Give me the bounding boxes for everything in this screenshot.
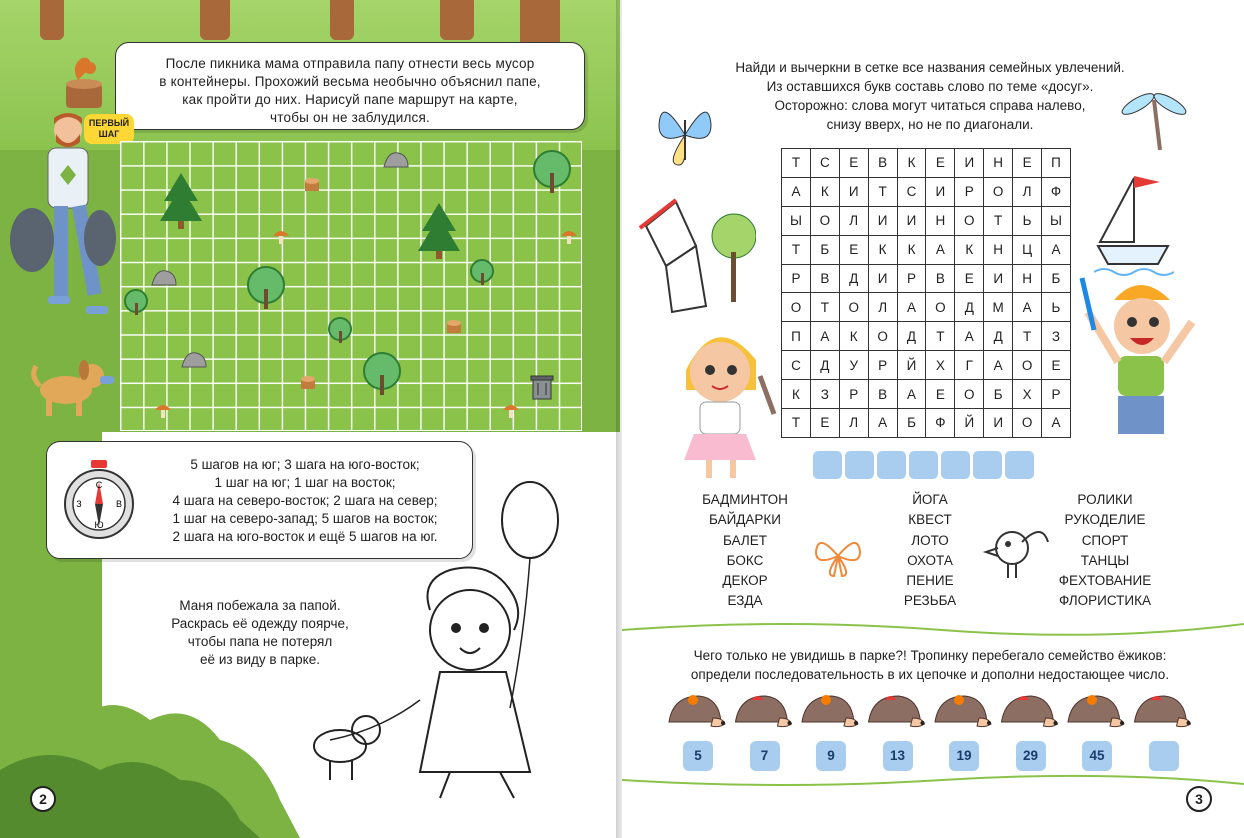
grid-cell[interactable]: О — [955, 380, 984, 409]
manya-task-line: Маня побежала за папой. — [179, 598, 341, 613]
grid-row — [782, 322, 1071, 351]
wave-divider — [622, 770, 1244, 790]
instruction-line: снизу вверх, но не по диагонали. — [826, 117, 1034, 132]
word-list-item: ФЕХТОВАНИЕ — [1058, 573, 1152, 589]
route-step-line: 4 шага на северо-восток; 2 шага на север; — [172, 493, 438, 508]
grid-row — [782, 235, 1071, 264]
grid-cell[interactable]: Т — [782, 149, 811, 178]
tree-trunk — [40, 0, 64, 40]
grid-cell[interactable]: Н — [984, 149, 1013, 178]
compass-south: Ю — [94, 520, 104, 530]
hedgehog-icon — [736, 696, 792, 727]
grid-cell[interactable]: О — [984, 177, 1013, 206]
wave-divider — [622, 616, 1244, 636]
grid-cell[interactable]: А — [1013, 293, 1042, 322]
squirrel-illustration — [60, 50, 110, 110]
answer-cell[interactable] — [845, 451, 874, 479]
grid-cell[interactable]: К — [839, 322, 868, 351]
grid-cell[interactable]: Д — [810, 351, 839, 380]
compass-north: С — [95, 480, 103, 490]
grid-cell[interactable]: О — [782, 293, 811, 322]
word-list-column-3 — [1040, 490, 1170, 612]
grid-row — [782, 380, 1071, 409]
grid-cell[interactable]: З — [810, 380, 839, 409]
grid-cell[interactable]: Т — [1013, 322, 1042, 351]
grid-cell[interactable]: Ы — [782, 206, 811, 235]
picnic-task-line: чтобы он не заблудился. — [270, 110, 430, 125]
answer-word-cells[interactable] — [813, 451, 1034, 479]
grid-cell[interactable]: И — [984, 264, 1013, 293]
girl-coloring-illustration[interactable] — [300, 460, 560, 800]
grid-cell[interactable]: Е — [1042, 351, 1071, 380]
grid-cell[interactable]: А — [1042, 235, 1071, 264]
answer-cell[interactable] — [813, 451, 842, 479]
word-list-item: РЕЗЬБА — [903, 593, 957, 609]
word-list-item: БОКС — [726, 552, 764, 568]
grid-cell[interactable]: О — [1013, 409, 1042, 438]
word-list-item: ТАНЦЫ — [1080, 552, 1130, 568]
hedgehog-icon — [869, 696, 925, 727]
grid-cell[interactable]: Б — [810, 235, 839, 264]
word-list-item: БАДМИНТОН — [702, 492, 788, 507]
word-list-item: СПОРТ — [1081, 532, 1129, 548]
grid-cell[interactable]: Б — [984, 380, 1013, 409]
manya-task-line: Раскрась её одежду поярче, — [171, 616, 349, 631]
grid-cell[interactable]: М — [984, 293, 1013, 322]
grid-cell[interactable]: Л — [868, 293, 897, 322]
picnic-task-line: в контейнеры. Прохожий весьма необычно объяснил папе, — [159, 74, 541, 89]
picnic-task-card — [115, 42, 585, 130]
grid-cell[interactable]: И — [926, 177, 955, 206]
grid-cell[interactable]: К — [810, 177, 839, 206]
grid-cell[interactable]: К — [868, 235, 897, 264]
grid-cell[interactable]: К — [897, 235, 926, 264]
mushroom-icon — [272, 227, 290, 245]
page-number: 3 — [1186, 786, 1212, 812]
grid-cell[interactable]: Л — [839, 409, 868, 438]
stump-icon — [444, 319, 464, 335]
sequence-number: 13 — [883, 741, 913, 771]
grid-cell[interactable]: И — [839, 177, 868, 206]
fir-tree-icon — [416, 201, 462, 259]
grid-cell[interactable]: П — [782, 322, 811, 351]
grid-cell[interactable]: С — [782, 351, 811, 380]
word-list-item: ПЕНИЕ — [906, 573, 954, 589]
grid-cell[interactable]: К — [955, 235, 984, 264]
first-step-line: ПЕРВЫЙ — [88, 118, 130, 128]
grid-cell[interactable]: Н — [984, 235, 1013, 264]
grid-cell[interactable]: А — [926, 235, 955, 264]
grid-row — [782, 149, 1071, 178]
butterfly-icon — [812, 536, 864, 578]
fir-tree-icon — [158, 171, 204, 229]
word-list-item: ЙОГА — [912, 492, 948, 507]
word-list-item: ЛОТО — [911, 532, 949, 548]
grid-cell[interactable]: Р — [1042, 380, 1071, 409]
grid-cell[interactable]: Х — [926, 351, 955, 380]
trash-bin-icon — [530, 373, 554, 401]
mushroom-icon — [154, 401, 172, 419]
route-map-grid[interactable] — [120, 141, 582, 431]
grid-cell[interactable]: А — [868, 409, 897, 438]
hedgehog-icon — [1002, 696, 1058, 727]
grid-cell[interactable]: О — [810, 206, 839, 235]
dad-illustration — [8, 110, 118, 340]
answer-cell[interactable] — [909, 451, 938, 479]
word-list-item: БАЛЕТ — [723, 532, 767, 548]
hedgehog-task-line: Чего только не увидишь в парке?! Тропинку перебегало семейство ёжиков: — [693, 648, 1167, 663]
first-step-line: ШАГ — [98, 129, 120, 139]
grid-cell[interactable]: О — [926, 293, 955, 322]
instruction-line: Из оставшихся букв составь слово по теме «досуг». — [766, 79, 1094, 94]
grid-cell[interactable]: Ф — [1042, 177, 1071, 206]
grid-cell[interactable]: И — [984, 409, 1013, 438]
grid-cell[interactable]: Р — [782, 264, 811, 293]
grid-cell[interactable]: В — [810, 264, 839, 293]
compass-west: З — [76, 499, 82, 509]
word-list-item: РОЛИКИ — [1077, 492, 1133, 507]
grid-cell[interactable]: Д — [984, 322, 1013, 351]
mushroom-icon — [502, 401, 520, 419]
grid-cell[interactable]: Е — [839, 235, 868, 264]
grid-cell[interactable]: Г — [955, 351, 984, 380]
grid-cell[interactable]: Б — [897, 409, 926, 438]
grid-cell[interactable]: Т — [810, 293, 839, 322]
grid-row — [782, 206, 1071, 235]
round-tree-icon — [360, 351, 404, 395]
grid-cell[interactable]: С — [897, 177, 926, 206]
bush-illustration — [0, 690, 300, 838]
stump-icon — [302, 177, 322, 193]
manya-task-line: её из виду в парке. — [200, 652, 320, 667]
manya-task-line: чтобы папа не потерял — [187, 634, 333, 649]
grid-cell[interactable]: Е — [839, 149, 868, 178]
grid-cell[interactable]: Д — [839, 264, 868, 293]
word-list-item: ФЛОРИСТИКА — [1058, 593, 1151, 609]
answer-cell[interactable] — [941, 451, 970, 479]
grid-cell[interactable]: П — [1042, 149, 1071, 178]
hedgehog-icon — [1135, 696, 1191, 727]
hedgehog-icon — [669, 695, 725, 727]
grid-cell[interactable]: Д — [955, 293, 984, 322]
word-list-item: ОХОТА — [907, 552, 953, 568]
grid-cell[interactable]: З — [1042, 322, 1071, 351]
answer-cell[interactable] — [877, 451, 906, 479]
grid-cell[interactable]: О — [839, 293, 868, 322]
tree-trunk — [440, 0, 474, 40]
compass-icon — [61, 460, 137, 540]
grid-cell[interactable]: К — [897, 149, 926, 178]
grid-cell[interactable]: О — [955, 206, 984, 235]
instruction-line: Осторожно: слова могут читаться справа налево, — [774, 98, 1086, 113]
grid-cell[interactable]: Е — [955, 264, 984, 293]
sequence-number: 19 — [949, 741, 979, 771]
compass-east: В — [115, 499, 123, 509]
grid-cell[interactable]: Л — [839, 206, 868, 235]
grid-cell[interactable]: Е — [926, 380, 955, 409]
grid-cell[interactable]: Ь — [1042, 293, 1071, 322]
grid-cell[interactable]: К — [782, 380, 811, 409]
grid-cell[interactable]: У — [839, 351, 868, 380]
grid-cell[interactable]: Б — [1042, 264, 1071, 293]
route-step-line: 1 шаг на северо-запад; 5 шагов на восток; — [172, 511, 438, 526]
wordsearch-grid[interactable] — [781, 148, 1071, 438]
route-step-line: 1 шаг на юг; 1 шаг на восток; — [214, 475, 396, 490]
grid-cell[interactable]: В — [926, 264, 955, 293]
word-list-item: ДЕКОР — [722, 573, 768, 589]
hedgehog-task-line: определи последовательность в их цепочке и дополни недостающее число. — [690, 667, 1170, 682]
small-tree-icon — [122, 289, 150, 317]
word-list-item: РУКОДЕЛИЕ — [1064, 512, 1146, 528]
grid-cell[interactable]: Т — [782, 235, 811, 264]
grid-cell[interactable]: Р — [868, 351, 897, 380]
grid-cell[interactable]: Р — [897, 264, 926, 293]
grid-cell[interactable]: И — [955, 149, 984, 178]
stump-icon — [298, 375, 318, 391]
word-list-item: ЕЗДА — [727, 593, 763, 609]
word-list-column-2 — [880, 490, 980, 612]
grid-cell[interactable]: Р — [955, 177, 984, 206]
mushroom-icon — [560, 227, 578, 245]
boy-illustration — [1074, 270, 1204, 470]
grid-cell[interactable]: С — [810, 149, 839, 178]
grid-cell[interactable]: А — [897, 293, 926, 322]
grid-cell[interactable]: А — [897, 380, 926, 409]
grid-cell[interactable]: Х — [1013, 380, 1042, 409]
grid-cell[interactable]: Й — [955, 409, 984, 438]
grid-cell[interactable]: О — [868, 322, 897, 351]
grid-cell[interactable]: А — [984, 351, 1013, 380]
grid-cell[interactable]: Е — [926, 149, 955, 178]
left-page — [0, 0, 620, 838]
grid-cell[interactable]: Т — [984, 206, 1013, 235]
grid-cell[interactable]: А — [810, 322, 839, 351]
hedgehog-icon — [1068, 695, 1124, 727]
grid-cell[interactable]: Р — [839, 380, 868, 409]
round-tree-icon — [530, 149, 574, 193]
grid-row — [782, 409, 1071, 438]
word-list-column-1 — [670, 490, 820, 612]
answer-cell[interactable] — [973, 451, 1002, 479]
answer-cell[interactable] — [1005, 451, 1034, 479]
route-step-line: 5 шагов на юг; 3 шага на юго-восток; — [190, 457, 420, 472]
sequence-number: 5 — [683, 741, 713, 771]
hedgehog-row — [665, 692, 1195, 732]
wordsearch-instructions — [700, 58, 1160, 134]
tree-trunk — [330, 0, 354, 40]
sequence-number: 7 — [750, 741, 780, 771]
grid-cell[interactable]: И — [897, 206, 926, 235]
grid-cell[interactable]: А — [955, 322, 984, 351]
first-step-label — [84, 114, 134, 144]
hedgehog-task — [660, 646, 1200, 684]
missing-number-box[interactable] — [1149, 741, 1179, 771]
grid-cell[interactable]: Й — [897, 351, 926, 380]
dragonfly-icon — [1118, 80, 1192, 154]
word-list-item: БАЙДАРКИ — [709, 512, 781, 528]
grid-cell[interactable]: Ц — [1013, 235, 1042, 264]
grid-cell[interactable]: А — [1042, 409, 1071, 438]
sailboat-illustration — [1094, 172, 1174, 282]
grid-row — [782, 264, 1071, 293]
instruction-line: Найди и вычеркни в сетке все названия семейных увлечений. — [735, 60, 1125, 75]
tree-trunk — [200, 0, 230, 40]
grid-cell[interactable]: И — [868, 264, 897, 293]
route-step-line: 2 шага на юго-восток и ещё 5 шагов на юг. — [172, 529, 438, 544]
grid-cell[interactable]: В — [868, 380, 897, 409]
grid-cell[interactable]: В — [868, 149, 897, 178]
sequence-number: 45 — [1082, 741, 1112, 771]
small-tree-icon — [468, 259, 496, 287]
dog-illustration — [26, 350, 116, 420]
grid-cell[interactable]: Ы — [1042, 206, 1071, 235]
grid-row — [782, 351, 1071, 380]
grid-cell[interactable]: Д — [897, 322, 926, 351]
grid-cell[interactable]: Т — [926, 322, 955, 351]
grid-cell[interactable]: Е — [1013, 149, 1042, 178]
butterfly-icon — [655, 100, 715, 170]
grid-cell[interactable]: И — [868, 206, 897, 235]
grid-cell[interactable]: Т — [868, 177, 897, 206]
grid-row — [782, 177, 1071, 206]
hedgehog-icon — [935, 695, 991, 727]
grid-cell[interactable]: Е — [810, 409, 839, 438]
round-tree-icon — [244, 265, 288, 309]
small-tree-icon — [326, 317, 354, 345]
rock-icon — [382, 147, 410, 169]
grid-cell[interactable]: Т — [782, 409, 811, 438]
grid-cell[interactable]: О — [1013, 351, 1042, 380]
word-list-item: КВЕСТ — [908, 512, 952, 528]
page-number: 2 — [30, 786, 56, 812]
girl-with-pencil-illustration — [656, 310, 786, 480]
grid-cell[interactable]: Ь — [1013, 206, 1042, 235]
sequence-number: 9 — [816, 741, 846, 771]
picnic-task-line: После пикника мама отправила папу отнести весь мусор — [165, 56, 535, 71]
sequence-number: 29 — [1016, 741, 1046, 771]
house-illustration — [636, 196, 756, 316]
bird-icon — [982, 518, 1052, 588]
grid-cell[interactable]: Ф — [926, 409, 955, 438]
picnic-task-line: как пройти до них. Нарисуй папе маршрут на карте, — [182, 92, 518, 107]
rock-icon — [150, 265, 178, 287]
grid-row — [782, 293, 1071, 322]
grid-cell[interactable]: Л — [1013, 177, 1042, 206]
grid-cell[interactable]: Н — [926, 206, 955, 235]
hedgehog-icon — [802, 695, 858, 727]
rock-icon — [180, 347, 208, 369]
grid-cell[interactable]: Н — [1013, 264, 1042, 293]
grid-cell[interactable]: А — [782, 177, 811, 206]
